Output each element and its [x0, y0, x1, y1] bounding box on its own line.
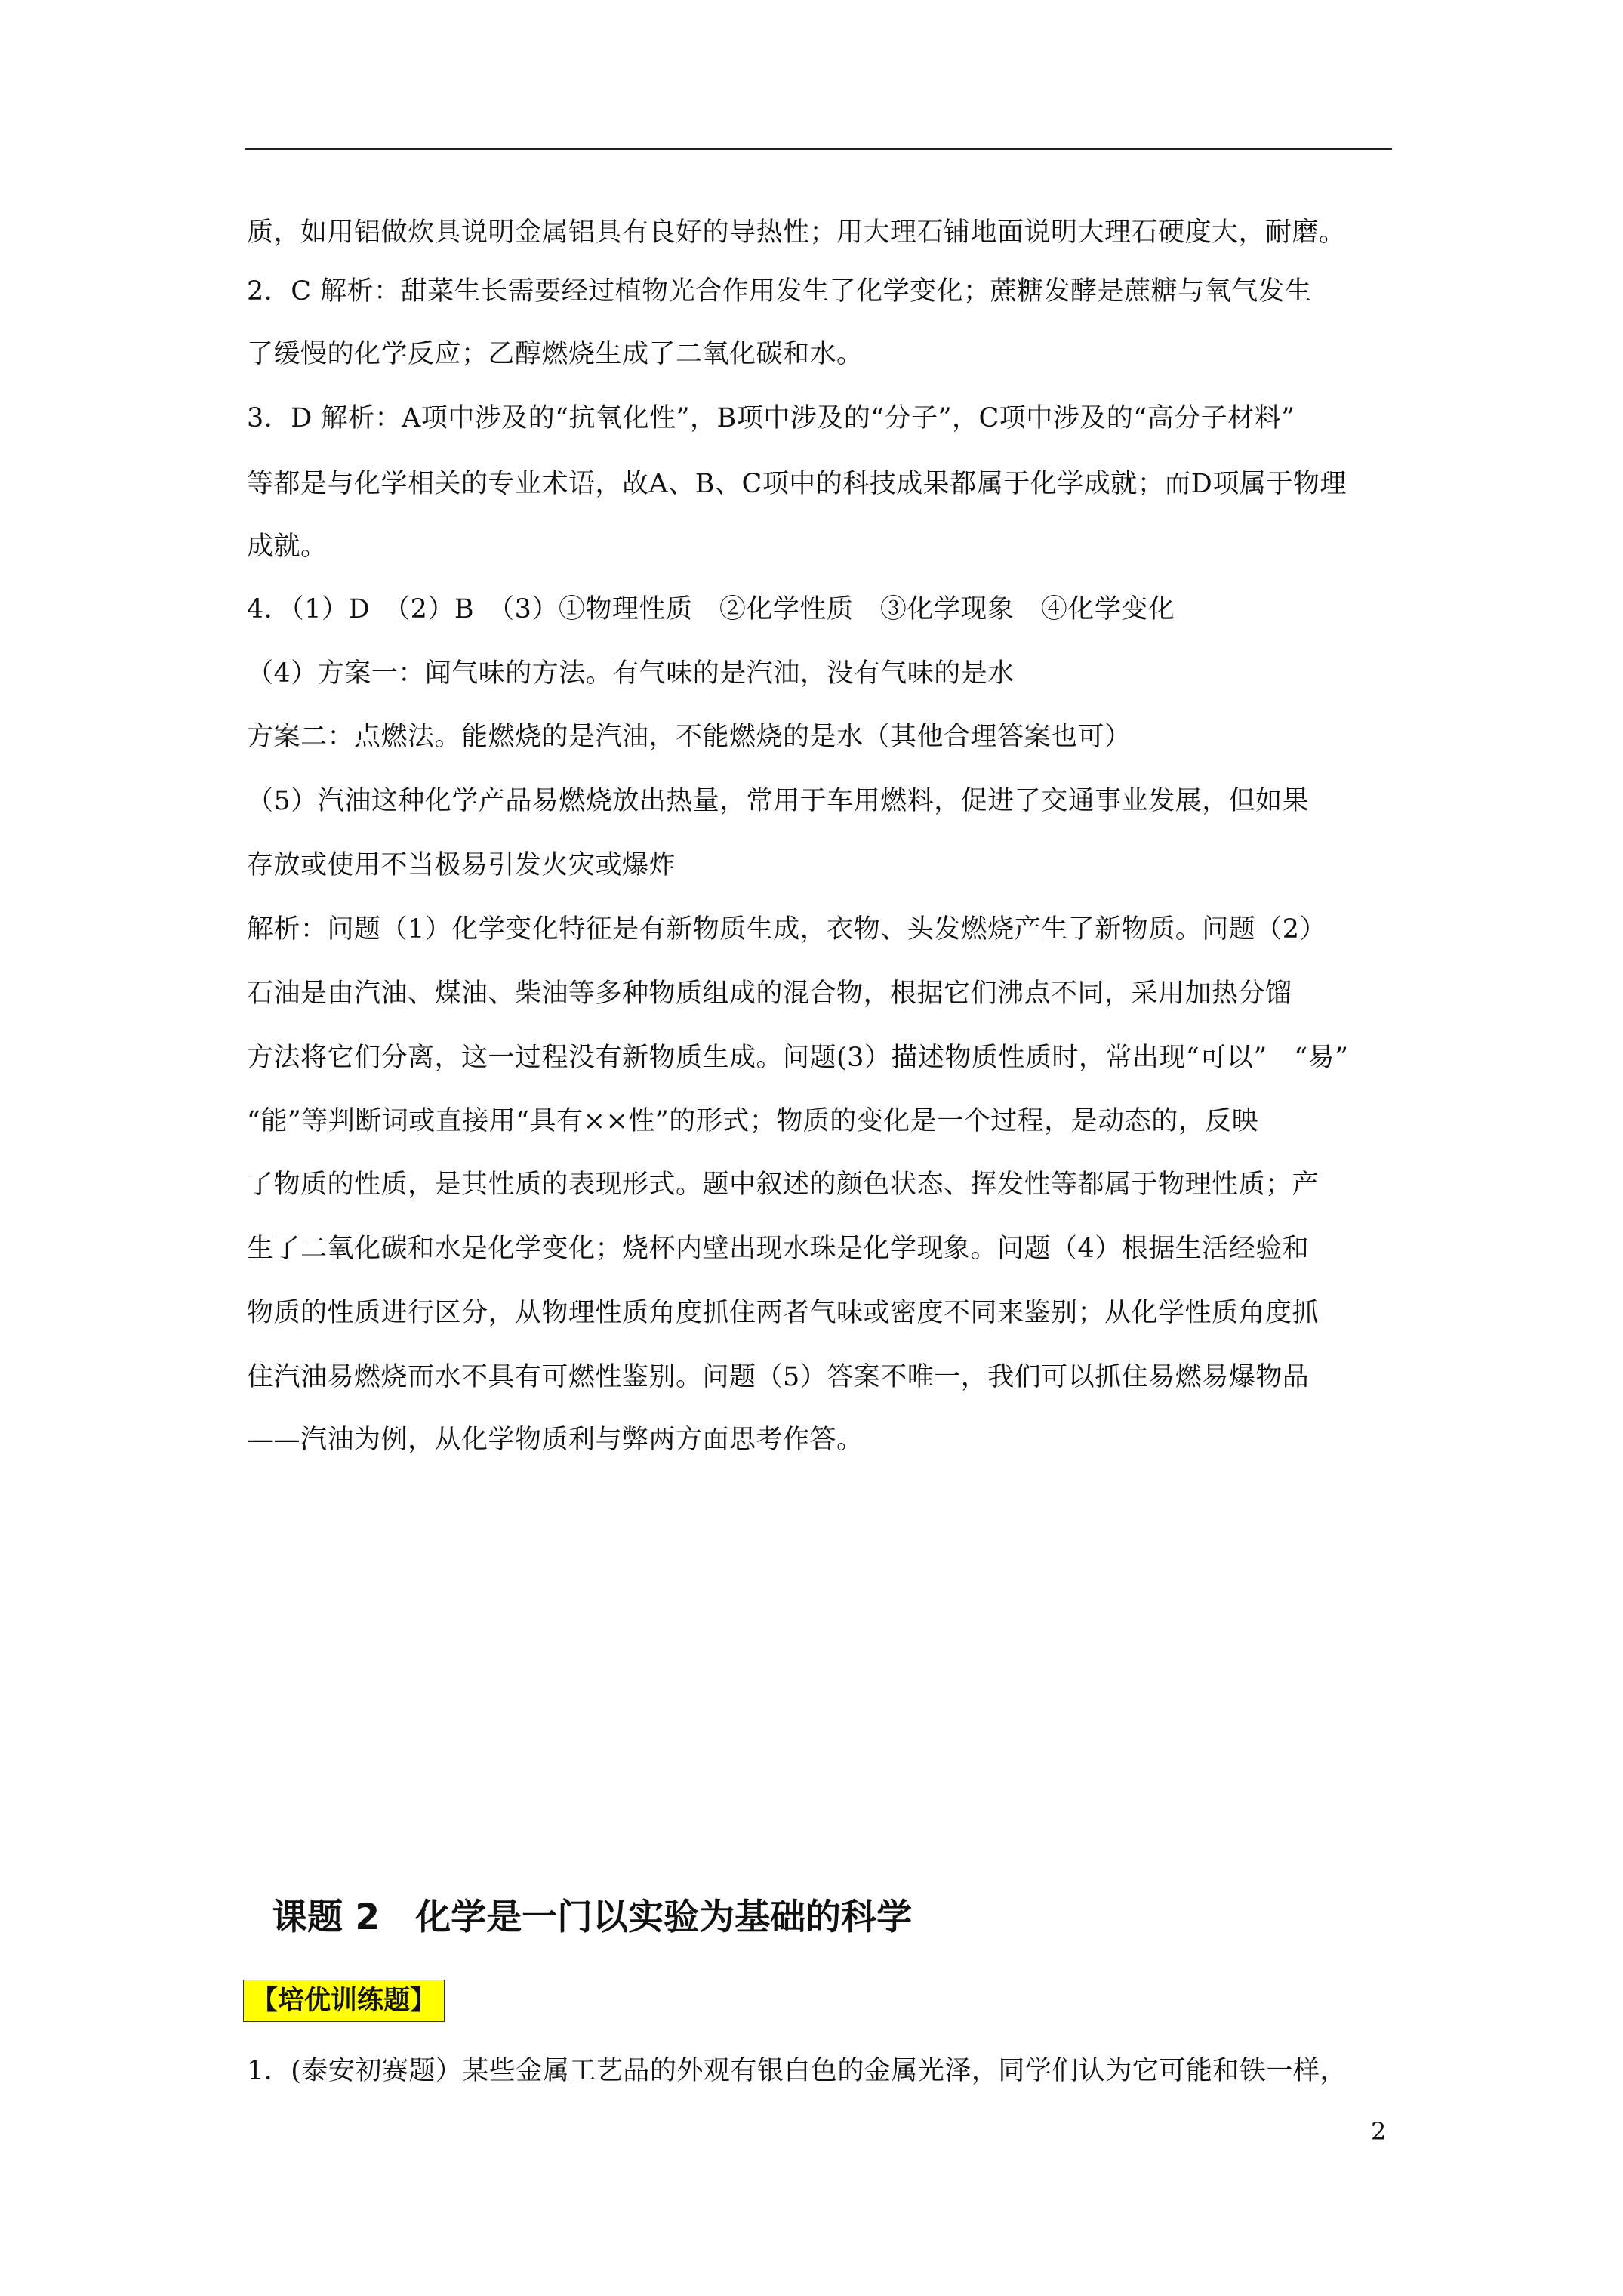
text-line: 生了二氧化碳和水是化学变化；烧杯内壁出现水珠是化学现象。问题（4）根据生活经验和: [247, 1234, 1310, 1264]
text-line: （5）汽油这种化学产品易燃烧放出热量，常用于车用燃料，促进了交通事业发展，但如果: [247, 786, 1310, 816]
section-title: 课题 2 化学是一门以实验为基础的科学: [272, 1897, 913, 1938]
text-line: ——汽油为例，从化学物质利与弊两方面思考作答。: [247, 1425, 864, 1455]
text-line: 了缓慢的化学反应；乙醇燃烧生成了二氧化碳和水。: [247, 339, 864, 369]
text-line: 质，如用铝做炊具说明金属铝具有良好的导热性；用大理石铺地面说明大理石硬度大，耐磨。: [247, 217, 1346, 248]
text-line: 成就。: [247, 532, 328, 562]
header-rule: [245, 148, 1392, 150]
text-line: （4）方案一：闻气味的方法。有气味的是汽油，没有气味的是水: [247, 658, 1015, 689]
text-line: 3．D 解析：A项中涉及的“抗氧化性”，B项中涉及的“分子”，C项中涉及的“高分子材料”: [247, 403, 1295, 433]
text-line: 住汽油易燃烧而水不具有可燃性鉴别。问题（5）答案不唯一，我们可以抓住易燃易爆物品: [247, 1362, 1310, 1392]
text-line: 2．C 解析：甜菜生长需要经过植物光合作用发生了化学变化；蔗糖发酵是蔗糖与氧气发生: [247, 276, 1312, 307]
question-1: 1．(泰安初赛题）某些金属工艺品的外观有银白色的金属光泽，同学们认为它可能和铁一样，: [247, 2056, 1347, 2086]
text-line: “能”等判断词或直接用“具有××性”的形式；物质的变化是一个过程，是动态的，反映: [247, 1106, 1259, 1136]
page-number: 2: [1371, 2117, 1387, 2146]
text-line: 存放或使用不当极易引发火灾或爆炸: [247, 850, 676, 880]
text-line: 了物质的性质，是其性质的表现形式。题中叙述的颜色状态、挥发性等都属于物理性质；产: [247, 1170, 1320, 1200]
text-line: 解析：问题（1）化学变化特征是有新物质生成，衣物、头发燃烧产生了新物质。问题（2）: [247, 914, 1327, 945]
text-line: 方法将它们分离，这一过程没有新物质生成。问题(3）描述物质性质时，常出现“可以” “易”: [247, 1043, 1349, 1073]
text-line: 等都是与化学相关的专业术语，故A、B、C项中的科技成果都属于化学成就；而D项属于物理: [247, 469, 1347, 499]
text-line: 4．（1）D （2）B （3）①物理性质 ②化学性质 ③化学现象 ④化学变化: [247, 594, 1175, 624]
text-line: 石油是由汽油、煤油、柴油等多种物质组成的混合物，根据它们沸点不同，采用加热分馏: [247, 978, 1292, 1009]
text-line: 方案二：点燃法。能燃烧的是汽油，不能燃烧的是水（其他合理答案也可）: [247, 722, 1132, 752]
training-tag: 【培优训练题】: [243, 1980, 445, 2022]
text-line: 物质的性质进行区分，从物理性质角度抓住两者气味或密度不同来鉴别；从化学性质角度抓: [247, 1298, 1320, 1328]
